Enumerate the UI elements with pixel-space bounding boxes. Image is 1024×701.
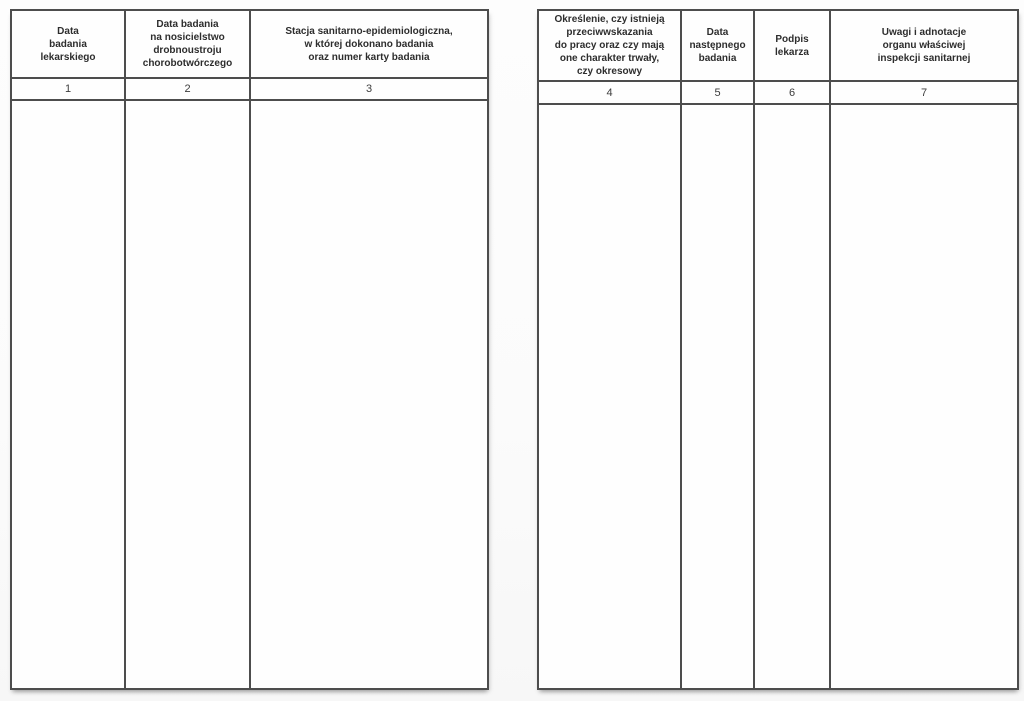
- header-uwagi-adnotacje: Uwagi i adnotacje organu właściwej inspekcji sanitarnej: [830, 10, 1018, 81]
- empty-cell-column-5: [681, 104, 754, 689]
- column-number-7: 7: [830, 81, 1018, 104]
- header-stacja-sanitarno-epidemiologiczna: Stacja sanitarno-epidemiologiczna, w której dokonano badania oraz numer karty badania: [250, 10, 488, 78]
- left-table-number-row: [11, 78, 488, 100]
- column-number-4: 4: [538, 81, 681, 104]
- empty-cell-column-1: [11, 100, 125, 689]
- header-data-badania-lekarskiego: Data badania lekarskiego: [11, 10, 125, 78]
- header-podpis-lekarza: Podpis lekarza: [754, 10, 830, 81]
- column-number-3: 3: [250, 78, 488, 100]
- empty-cell-column-7: [830, 104, 1018, 689]
- column-number-1: 1: [11, 78, 125, 100]
- column-number-6: 6: [754, 81, 830, 104]
- right-table: [537, 9, 1019, 690]
- header-okreslenie-przeciwwskazania: Określenie, czy istnieją przeciwwskazania do pracy oraz czy mają one charakter trwały, czy okresowy: [538, 10, 681, 81]
- right-table-body-row: [538, 104, 1018, 689]
- right-table-number-row: [538, 81, 1018, 104]
- empty-cell-column-4: [538, 104, 681, 689]
- empty-cell-column-2: [125, 100, 250, 689]
- header-data-badania-nosicielstwo: Data badania na nosicielstwo drobnoustroju chorobotwórczego: [125, 10, 250, 78]
- column-number-5: 5: [681, 81, 754, 104]
- empty-cell-column-6: [754, 104, 830, 689]
- left-table-body-row: [11, 100, 488, 689]
- right-table-header-row: [538, 10, 1018, 81]
- column-number-2: 2: [125, 78, 250, 100]
- header-data-nastepnego-badania: Data następnego badania: [681, 10, 754, 81]
- empty-cell-column-3: [250, 100, 488, 689]
- left-table: [10, 9, 489, 690]
- left-table-header-row: [11, 10, 488, 78]
